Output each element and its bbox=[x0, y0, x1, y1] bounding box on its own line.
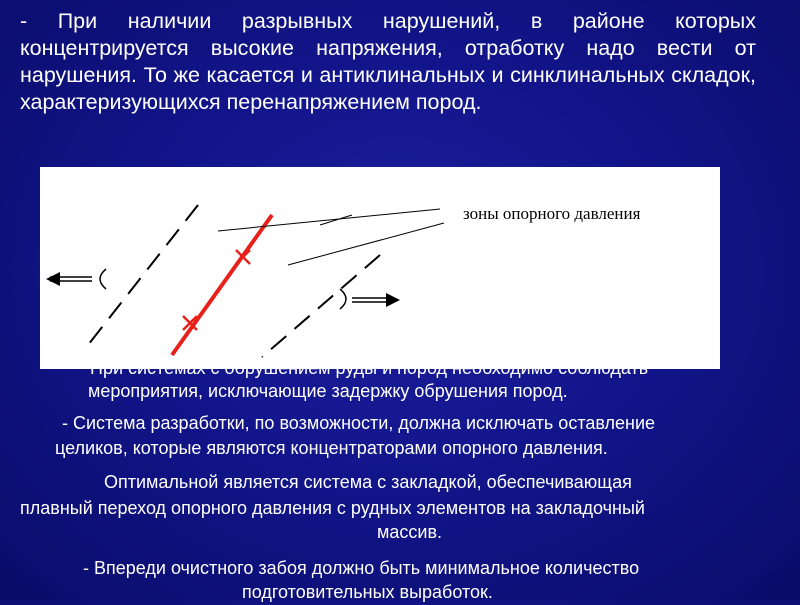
bottom-line-2: мероприятия, исключающие задержку обрушения пород. bbox=[88, 381, 568, 401]
diagram-drawing bbox=[40, 167, 720, 369]
pressure-zone-label: зоны опорного давления bbox=[463, 204, 641, 223]
bottom-line-4: целиков, которые являются концентраторами опорного давления. bbox=[55, 438, 608, 458]
pressure-zone-diagram bbox=[40, 167, 720, 369]
fault-line bbox=[172, 215, 272, 355]
lower-zone-line bbox=[288, 223, 444, 265]
top-paragraph: - При наличии разрывных нарушений, в районе которых концентрируется высокие напряжения, отработку надо вести от нарушения. То же касается и антиклинальных и синклинальных складок, характеризующихся перенапряжением пород. bbox=[20, 9, 756, 114]
cross-marker-upper bbox=[236, 250, 250, 264]
bottom-line-7: массив. bbox=[377, 522, 443, 542]
left-dashed-line bbox=[88, 205, 198, 345]
bottom-line-6: плавный переход опорного давления с рудных элементов на закладочный bbox=[20, 498, 645, 518]
left-arrow-icon bbox=[46, 269, 106, 289]
bottom-line-5: Оптимальной является система с закладкой, обеспечивающая bbox=[104, 472, 632, 492]
bottom-line-3: - Система разработки, по возможности, должна исключать оставление bbox=[62, 413, 656, 433]
right-arrow-icon bbox=[340, 289, 400, 309]
upper-zone-line bbox=[218, 209, 440, 231]
bottom-line-8: - Впереди очистного забоя должно быть минимальное количество bbox=[83, 558, 640, 578]
bottom-line-9: подготовительных выработок. bbox=[242, 582, 493, 602]
right-dashed-line bbox=[262, 255, 380, 357]
